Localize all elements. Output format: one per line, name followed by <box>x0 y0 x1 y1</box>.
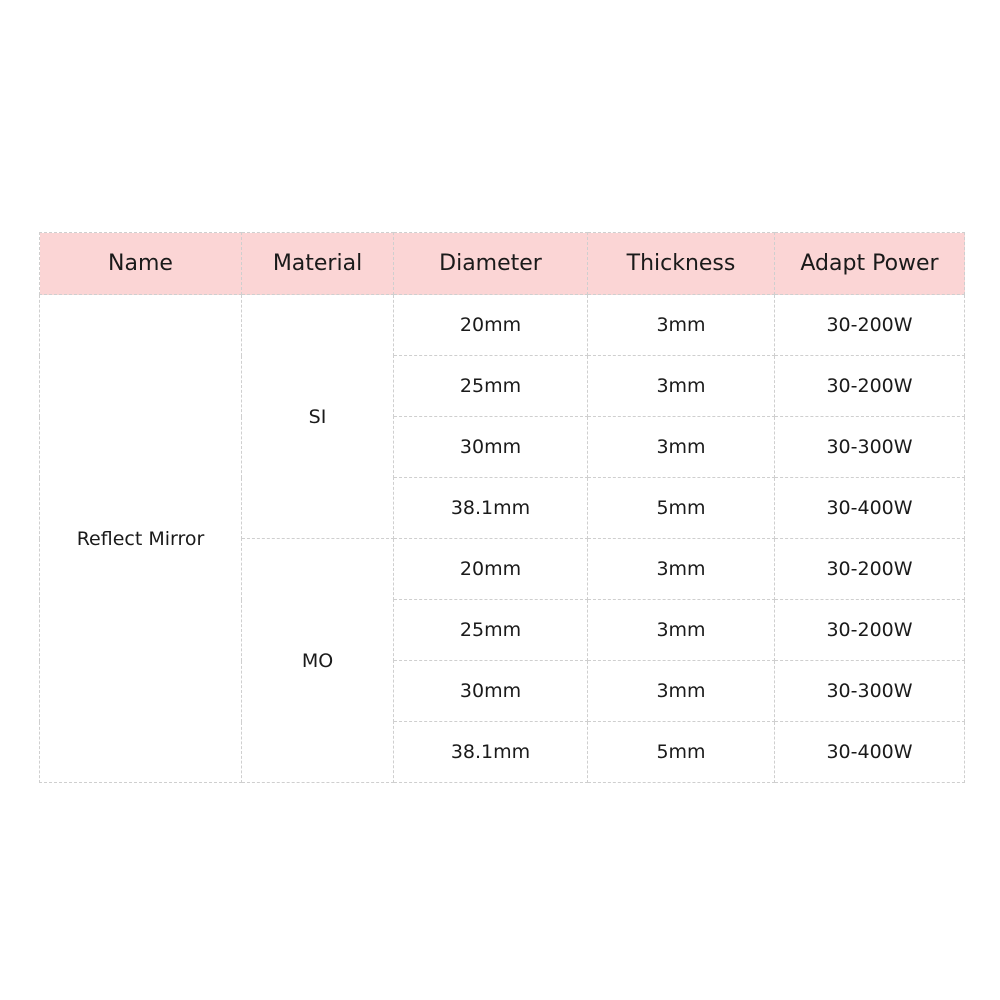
material-cell: MO <box>242 539 394 783</box>
thickness-cell: 3mm <box>588 661 775 722</box>
diameter-cell: 25mm <box>394 356 588 417</box>
thickness-cell: 5mm <box>588 722 775 783</box>
spec-table <box>39 232 965 783</box>
diameter-cell: 38.1mm <box>394 478 588 539</box>
thickness-cell: 5mm <box>588 478 775 539</box>
thickness-cell: 3mm <box>588 356 775 417</box>
power-cell: 30-400W <box>775 478 965 539</box>
diameter-cell: 25mm <box>394 600 588 661</box>
name-cell: Reflect Mirror <box>40 295 242 783</box>
power-cell: 30-200W <box>775 600 965 661</box>
material-cell: SI <box>242 295 394 539</box>
power-cell: 30-200W <box>775 356 965 417</box>
thickness-cell: 3mm <box>588 295 775 356</box>
power-cell: 30-300W <box>775 661 965 722</box>
header-name: Name <box>40 233 242 295</box>
header-row <box>40 233 965 295</box>
power-cell: 30-200W <box>775 539 965 600</box>
header-material: Material <box>242 233 394 295</box>
header-adapt-power: Adapt Power <box>775 233 965 295</box>
diameter-cell: 30mm <box>394 417 588 478</box>
header-thickness: Thickness <box>588 233 775 295</box>
diameter-cell: 38.1mm <box>394 722 588 783</box>
thickness-cell: 3mm <box>588 539 775 600</box>
table-row <box>40 295 965 356</box>
diameter-cell: 20mm <box>394 295 588 356</box>
header-diameter: Diameter <box>394 233 588 295</box>
diameter-cell: 30mm <box>394 661 588 722</box>
power-cell: 30-200W <box>775 295 965 356</box>
power-cell: 30-400W <box>775 722 965 783</box>
thickness-cell: 3mm <box>588 417 775 478</box>
power-cell: 30-300W <box>775 417 965 478</box>
thickness-cell: 3mm <box>588 600 775 661</box>
diameter-cell: 20mm <box>394 539 588 600</box>
